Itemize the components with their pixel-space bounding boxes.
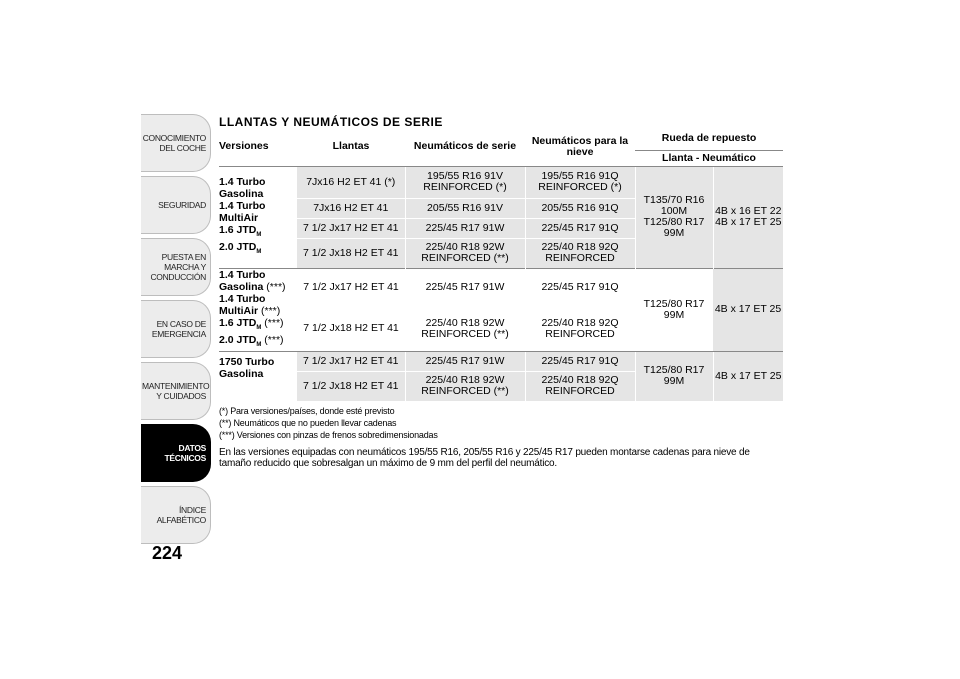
spare-tire-cell bbox=[635, 166, 713, 268]
tire-line: 225/40 R18 92Q bbox=[541, 316, 619, 329]
spare-rim-cell: 4B x 17 ET 25 bbox=[713, 351, 783, 401]
tire-line: REINFORCED (*) bbox=[538, 181, 622, 193]
tire-line: 195/55 R16 91V bbox=[427, 170, 503, 182]
spare-line: 99M bbox=[663, 375, 685, 388]
spare-line: 100M bbox=[660, 205, 688, 217]
tab-mantenimiento[interactable] bbox=[141, 362, 211, 420]
snow-chain-paragraph: En las versiones equipadas con neumáticos 195/55 R16, 205/55 R16 y 225/45 R17 pueden montarse cadenas para nieve de tamaño reducido que sobresalgan un máximo de 9 mm del perfil del neumático. bbox=[219, 447, 750, 469]
snow-tire-cell: 225/45 R17 91Q bbox=[525, 351, 635, 371]
version-note: (***) bbox=[261, 316, 284, 329]
version-subscript: M bbox=[256, 341, 262, 348]
version-line: 1.4 Turbo bbox=[219, 199, 266, 212]
version-line: Gasolina bbox=[219, 187, 264, 200]
tire-cell bbox=[405, 166, 525, 198]
version-line: 1750 Turbo bbox=[219, 355, 275, 368]
rim-cell: 7 1/2 Jx17 H2 ET 41 bbox=[297, 218, 405, 238]
tire-line: REINFORCED (**) bbox=[421, 385, 509, 398]
tire-line: REINFORCED (**) bbox=[421, 327, 509, 340]
snow-tire-cell: 205/55 R16 91Q bbox=[525, 198, 635, 218]
tire-cell bbox=[405, 238, 525, 268]
tab-label: EN CASO DE EMERGENCIA bbox=[151, 319, 206, 339]
tab-indice-alfabetico[interactable] bbox=[141, 486, 211, 544]
rim-cell: 7Jx16 H2 ET 41 bbox=[297, 198, 405, 218]
version-line: MultiAir bbox=[219, 304, 259, 317]
snow-tire-cell: 225/45 R17 91Q bbox=[525, 268, 635, 307]
tire-line: REINFORCED (**) bbox=[421, 252, 509, 264]
spare-rim-cell bbox=[713, 166, 783, 268]
tab-label: DATOS TÉCNICOS bbox=[164, 443, 206, 463]
version-subscript: M bbox=[256, 324, 262, 331]
tire-cell: 225/45 R17 91W bbox=[405, 218, 525, 238]
tire-line: 225/40 R18 92W bbox=[425, 241, 505, 253]
version-line: 2.0 JTD bbox=[219, 241, 257, 253]
tire-cell bbox=[405, 307, 525, 352]
tab-conocimiento-del-coche[interactable] bbox=[141, 114, 211, 172]
tab-datos-tecnicos[interactable] bbox=[141, 424, 211, 482]
tire-cell: 225/45 R17 91W bbox=[405, 351, 525, 371]
spare-line: T135/70 R16 bbox=[643, 194, 705, 206]
version-group-1 bbox=[219, 166, 297, 268]
footnotes bbox=[219, 405, 438, 441]
snow-tire-cell bbox=[525, 166, 635, 198]
header-repuesto: Rueda de repuesto bbox=[635, 128, 783, 150]
tire-line: 225/40 R18 92W bbox=[425, 316, 505, 329]
spare-line: 99M bbox=[663, 227, 685, 239]
version-line: 1.4 Turbo bbox=[219, 292, 266, 305]
tire-line: REINFORCED bbox=[545, 385, 615, 398]
tire-cell: 225/45 R17 91W bbox=[405, 268, 525, 307]
header-llanta-neumatico: Llanta - Neumático bbox=[662, 151, 756, 164]
tab-label: MANTENIMIENTO Y CUIDADOS bbox=[142, 381, 210, 401]
version-subscript: M bbox=[256, 249, 262, 256]
tire-cell: 205/55 R16 91V bbox=[405, 198, 525, 218]
tab-label: ÍNDICE ALFABÉTICO bbox=[156, 505, 206, 525]
spare-rim-cell: 4B x 17 ET 25 bbox=[713, 268, 783, 351]
tab-label: CONOCIMIENTO DEL COCHE bbox=[142, 133, 206, 153]
tire-line: REINFORCED bbox=[545, 327, 615, 340]
spare-line: 4B x 16 ET 22 bbox=[715, 205, 782, 217]
tab-label: SEGURIDAD bbox=[158, 200, 206, 210]
version-subscript: M bbox=[256, 232, 262, 238]
spare-line: 4B x 17 ET 25 bbox=[715, 216, 782, 228]
tab-puesta-en-marcha[interactable] bbox=[141, 238, 211, 296]
spare-line: T125/80 R17 bbox=[643, 216, 705, 228]
version-line: MultiAir bbox=[219, 211, 259, 224]
spare-tire-cell bbox=[635, 268, 713, 351]
tire-line: 225/40 R18 92W bbox=[425, 374, 505, 387]
snow-tire-cell bbox=[525, 307, 635, 352]
version-group-3 bbox=[219, 351, 297, 401]
rim-cell: 7Jx16 H2 ET 41 (*) bbox=[297, 166, 405, 198]
snow-tire-cell bbox=[525, 371, 635, 401]
version-note: (***) bbox=[258, 304, 281, 317]
version-note: (***) bbox=[263, 280, 286, 293]
page-number: 224 bbox=[152, 543, 183, 563]
header-versiones: Versiones bbox=[219, 140, 269, 153]
footnote: (***) Versiones con pinzas de frenos sobredimensionadas bbox=[219, 430, 438, 440]
tab-en-caso-de-emergencia[interactable] bbox=[141, 300, 211, 358]
spare-tire-cell bbox=[635, 351, 713, 401]
version-line: Gasolina bbox=[219, 367, 264, 380]
rim-cell: 7 1/2 Jx17 H2 ET 41 bbox=[297, 268, 405, 307]
tab-seguridad[interactable] bbox=[141, 176, 211, 234]
spare-line: 99M bbox=[663, 308, 685, 321]
version-line: 1.4 Turbo bbox=[219, 175, 266, 188]
version-line: 1.6 JTD bbox=[219, 223, 257, 236]
chapter-sidebar bbox=[141, 114, 211, 548]
footnote: (*) Para versiones/países, donde esté previsto bbox=[219, 406, 395, 416]
tire-table bbox=[219, 128, 783, 401]
rim-cell: 7 1/2 Jx18 H2 ET 41 bbox=[303, 322, 399, 335]
version-line: 1.4 Turbo bbox=[219, 268, 266, 281]
version-line: 1.6 JTD bbox=[219, 316, 257, 329]
section-title: LLANTAS Y NEUMÁTICOS DE SERIE bbox=[219, 115, 443, 129]
tab-label: PUESTA EN MARCHA Y CONDUCCIÓN bbox=[150, 252, 206, 282]
tire-line: 225/40 R18 92Q bbox=[541, 241, 619, 253]
tire-line: REINFORCED bbox=[545, 252, 615, 264]
version-line: Gasolina bbox=[219, 280, 264, 293]
tire-cell bbox=[405, 371, 525, 401]
header-nieve: Neumáticos para la nieve bbox=[531, 134, 629, 158]
spare-line: T125/80 R17 bbox=[643, 364, 705, 377]
tire-line: 225/40 R18 92Q bbox=[541, 374, 619, 387]
footnote: (**) Neumáticos que no pueden llevar cadenas bbox=[219, 418, 397, 428]
header-serie: Neumáticos de serie bbox=[413, 140, 517, 153]
rim-cell: 7 1/2 Jx17 H2 ET 41 bbox=[297, 351, 405, 371]
header-llantas: Llantas bbox=[332, 140, 370, 153]
rim-cell: 7 1/2 Jx18 H2 ET 41 bbox=[297, 371, 405, 401]
spare-line: T125/80 R17 bbox=[643, 297, 705, 310]
snow-tire-cell: 225/45 R17 91Q bbox=[525, 218, 635, 238]
version-group-2 bbox=[219, 268, 297, 351]
snow-tire-cell bbox=[525, 238, 635, 268]
rim-cell: 7 1/2 Jx18 H2 ET 41 bbox=[297, 238, 405, 268]
version-note: (***) bbox=[261, 333, 284, 346]
tire-line: 195/55 R16 91Q bbox=[541, 170, 619, 182]
version-line: 2.0 JTD bbox=[219, 333, 257, 346]
tire-line: REINFORCED (*) bbox=[423, 181, 507, 193]
